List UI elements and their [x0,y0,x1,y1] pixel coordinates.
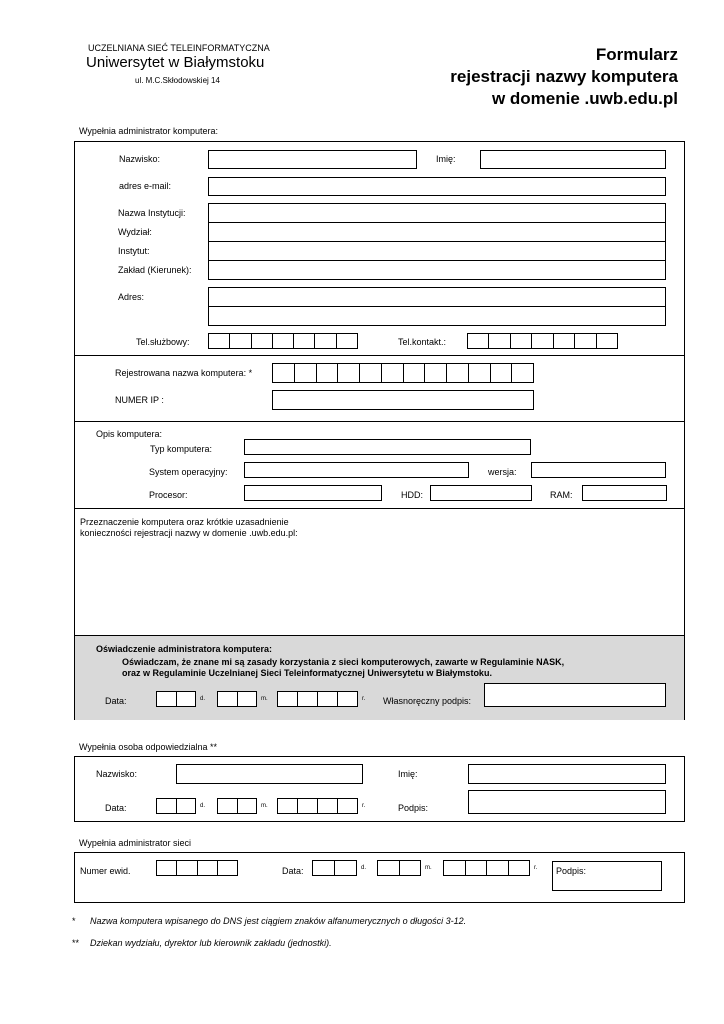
registered-name-cells[interactable] [272,363,534,383]
divider-3 [74,508,685,509]
department-input[interactable] [208,260,666,280]
institution-label: Nazwa Instytucji: [118,208,186,218]
na-date-label: Data: [282,866,304,876]
decl-date-label: Data: [105,696,127,706]
address-input-2[interactable] [208,306,666,326]
form-title [450,44,678,110]
ip-label: NUMER IP : [115,395,164,405]
decl-signature-label: Własnoręczny podpis: [383,696,472,706]
resp-first-name-input[interactable] [468,764,666,784]
purpose-textarea[interactable] [78,542,680,632]
hdd-label: HDD: [401,490,423,500]
declaration-title: Oświadczenie administratora komputera: [96,644,273,654]
decl-day-label: d. [200,696,206,702]
declaration-text-2: oraz w Regulaminie Uczelnianej Sieci Teleinformatycznej Uniwersytetu w Białymstoku. [122,668,492,678]
footnote-2-mark: ** [72,938,80,948]
resp-surname-input[interactable] [176,764,363,784]
version-input[interactable] [531,462,666,478]
na-day-label: d. [361,865,367,871]
resp-date-label: Data: [105,803,127,813]
na-signature-label: Podpis: [556,866,587,876]
responsible-caption: Wypełnia osoba odpowiedzialna ** [79,742,218,752]
resp-year-cells[interactable] [277,798,358,814]
record-no-label: Numer ewid. [80,866,131,876]
tel-work-cells[interactable] [208,333,358,349]
surname-input[interactable] [208,150,417,169]
org-name: UCZELNIANA SIEĆ TELEINFORMATYCZNA [88,43,270,53]
department-label: Zakład (Kierunek): [118,265,192,275]
university-name: Uniwersytet w Białymstoku [86,54,265,71]
footnote-1-text: Nazwa komputera wpisanego do DNS jest ciągiem znaków alfanumerycznych o długości 3-12. [90,916,467,926]
tel-contact-label: Tel.kontakt.: [398,337,447,347]
ip-input[interactable] [272,390,534,410]
footnote-1-mark: * [72,916,76,926]
tel-work-label: Tel.służbowy: [136,337,190,347]
decl-month-label: m. [261,696,268,702]
title-line-1: Formularz [595,45,678,64]
university-address: ul. M.C.Skłodowskiej 14 [135,76,220,85]
decl-year-label: r. [362,696,366,702]
resp-day-label: d. [200,803,206,809]
type-input[interactable] [244,439,531,455]
tel-contact-cells[interactable] [467,333,618,349]
address-label: Adres: [118,292,145,302]
decl-day-cells[interactable] [156,691,196,707]
resp-year-label: r. [362,803,366,809]
cpu-input[interactable] [244,485,382,501]
purpose-line-1: Przeznaczenie komputera oraz krótkie uzasadnienie [80,517,289,527]
decl-signature-box[interactable] [484,683,666,707]
resp-month-cells[interactable] [217,798,257,814]
ram-input[interactable] [582,485,667,501]
ram-label: RAM: [550,490,573,500]
resp-day-cells[interactable] [156,798,196,814]
na-month-cells[interactable] [377,860,421,876]
na-month-label: m. [425,865,432,871]
hdd-input[interactable] [430,485,532,501]
footnote-2-text: Dziekan wydziału, dyrektor lub kierownik zakładu (jednostki). [90,938,332,948]
divider-2 [74,421,685,422]
institution-input[interactable] [208,203,666,223]
decl-month-cells[interactable] [217,691,257,707]
institute-label: Instytut: [118,246,150,256]
title-line-3: w domenie .uwb.edu.pl [491,89,678,108]
declaration-text-1: Oświadczam, że znane mi są zasady korzystania z sieci komputerowych, zawarte w Regulaminie NASK, [122,657,565,667]
admin-caption: Wypełnia administrator komputera: [79,126,218,136]
first-name-label: Imię: [436,154,456,164]
first-name-input[interactable] [480,150,666,169]
faculty-label: Wydział: [118,227,152,237]
record-no-cells[interactable] [156,860,238,876]
na-year-cells[interactable] [443,860,530,876]
cpu-label: Procesor: [149,490,188,500]
email-label: adres e-mail: [119,181,172,191]
version-label: wersja: [488,467,517,477]
resp-signature-label: Podpis: [398,803,429,813]
resp-first-name-label: Imię: [398,769,418,779]
institute-input[interactable] [208,241,666,261]
decl-year-cells[interactable] [277,691,358,707]
purpose-line-2: konieczności rejestracji nazwy w domenie .uwb.edu.pl: [80,528,298,538]
os-input[interactable] [244,462,469,478]
registered-name-label: Rejestrowana nazwa komputera: * [115,368,253,378]
resp-signature-box[interactable] [468,790,666,814]
type-label: Typ komputera: [150,444,213,454]
address-input-1[interactable] [208,287,666,307]
resp-surname-label: Nazwisko: [96,769,138,779]
email-input[interactable] [208,177,666,196]
na-day-cells[interactable] [312,860,357,876]
divider-1 [74,355,685,356]
faculty-input[interactable] [208,222,666,242]
desc-caption: Opis komputera: [96,429,163,439]
os-label: System operacyjny: [149,467,228,477]
surname-label: Nazwisko: [119,154,161,164]
resp-month-label: m. [261,803,268,809]
title-line-2: rejestracji nazwy komputera [450,67,678,86]
netadmin-caption: Wypełnia administrator sieci [79,838,191,848]
na-year-label: r. [534,865,538,871]
